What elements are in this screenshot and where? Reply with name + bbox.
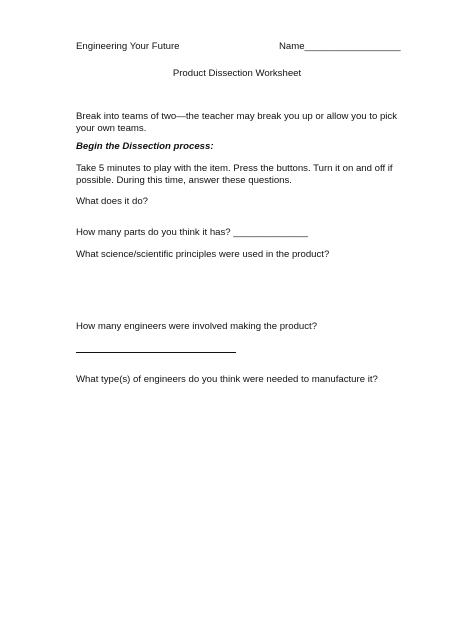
question-science-principles: What science/scientific principles were used in the product? [76,249,330,260]
answer-blank-line [76,352,236,353]
question-parts-count: How many parts do you think it has? ______________ [76,227,309,238]
question-engineers-count: How many engineers were involved making the product? [76,321,318,332]
intro-paragraph: Break into teams of two—the teacher may break you up or allow you to pick your own teams. [76,111,398,135]
instructions-paragraph: Take 5 minutes to play with the item. Press the buttons. Turn it on and off if possible. During this time, answer these questions. [76,163,393,187]
question-what-does-it-do: What does it do? [76,196,148,207]
name-field-label: Name__________________ [279,41,401,52]
section-heading: Begin the Dissection process: [76,141,214,152]
course-title: Engineering Your Future [76,41,180,52]
question-engineer-types: What type(s) of engineers do you think were needed to manufacture it? [76,374,378,385]
worksheet-title: Product Dissection Worksheet [172,68,302,79]
